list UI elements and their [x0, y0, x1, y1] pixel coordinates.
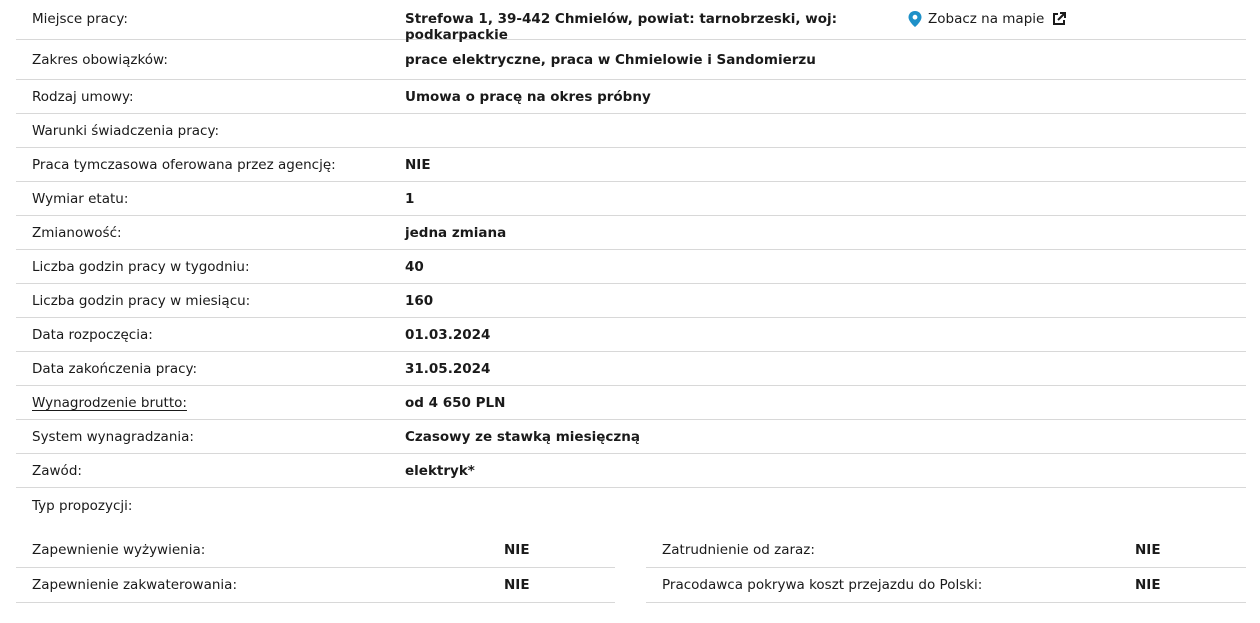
detail-label: Zmianowość:	[32, 224, 122, 241]
proposal-item	[16, 568, 615, 603]
proposal-value: NIE	[504, 577, 530, 593]
proposal-value: NIE	[504, 542, 530, 558]
detail-label: Praca tymczasowa oferowana przez agencję:	[32, 156, 336, 173]
detail-row-data-rozpoczecia	[16, 318, 1246, 352]
detail-label: Data zakończenia pracy:	[32, 360, 198, 377]
detail-value: 01.03.2024	[405, 326, 491, 343]
map-link[interactable]	[908, 11, 1066, 27]
detail-value-location: Strefowa 1, 39-442 Chmielów, powiat: tarnobrzeski, woj: podkarpackie	[405, 11, 837, 43]
job-details-table	[16, 0, 1246, 523]
detail-row-data-zakonczenia	[16, 352, 1246, 386]
detail-label: Miejsce pracy:	[32, 11, 128, 27]
external-link-icon	[1052, 12, 1066, 26]
detail-value: elektryk*	[405, 462, 475, 479]
proposal-label: Zapewnienie zakwaterowania:	[32, 577, 237, 593]
proposal-label: Zatrudnienie od zaraz:	[662, 542, 815, 558]
detail-value: 31.05.2024	[405, 360, 491, 377]
detail-label: Warunki świadczenia pracy:	[32, 122, 220, 139]
map-pin-icon	[908, 11, 922, 27]
detail-row-godziny-miesiac	[16, 284, 1246, 318]
proposal-label: Zapewnienie wyżywienia:	[32, 542, 206, 558]
proposal-label: Pracodawca pokrywa koszt przejazdu do Polski:	[662, 577, 983, 593]
proposal-value: NIE	[1135, 577, 1161, 593]
proposal-column-left	[16, 533, 615, 603]
detail-row-godziny-tydzien	[16, 250, 1246, 284]
detail-row-typ-propozycji	[16, 488, 1246, 523]
detail-value: 40	[405, 258, 424, 275]
detail-value: prace elektryczne, praca w Chmielowie i Sandomierzu	[405, 51, 816, 68]
detail-row-rodzaj-umowy	[16, 80, 1246, 114]
proposal-item	[16, 533, 615, 568]
map-link-label: Zobacz na mapie	[928, 11, 1045, 27]
detail-row-zakres-obowiazkow	[16, 40, 1246, 80]
salary-label-link[interactable]	[32, 395, 405, 411]
detail-row-zawod	[16, 454, 1246, 488]
detail-row-warunki	[16, 114, 1246, 148]
detail-row-system-wynagradzania	[16, 420, 1246, 454]
detail-label[interactable]: Wynagrodzenie brutto:	[32, 394, 187, 411]
proposal-item	[646, 568, 1246, 603]
detail-label: System wynagradzania:	[32, 428, 194, 445]
detail-value: Czasowy ze stawką miesięczną	[405, 428, 640, 445]
detail-row-praca-tymczasowa	[16, 148, 1246, 182]
proposal-item	[646, 533, 1246, 568]
detail-label: Zakres obowiązków:	[32, 51, 168, 68]
detail-value: Umowa o pracę na okres próbny	[405, 88, 651, 105]
detail-label: Liczba godzin pracy w tygodniu:	[32, 258, 250, 275]
detail-value: 160	[405, 292, 434, 309]
detail-label: Rodzaj umowy:	[32, 88, 134, 105]
detail-label: Data rozpoczęcia:	[32, 326, 153, 343]
detail-value: 1	[405, 190, 415, 207]
detail-label: Liczba godzin pracy w miesiącu:	[32, 292, 251, 309]
proposal-column-right	[646, 533, 1246, 603]
detail-row-wymiar-etatu	[16, 182, 1246, 216]
detail-row-zmianowosc	[16, 216, 1246, 250]
detail-value: NIE	[405, 156, 431, 173]
detail-label: Typ propozycji:	[32, 497, 133, 514]
detail-value: jedna zmiana	[405, 224, 507, 241]
proposal-type-grid	[16, 533, 1246, 603]
detail-label: Wymiar etatu:	[32, 190, 129, 207]
detail-label: Zawód:	[32, 462, 82, 479]
detail-value: od 4 650 PLN	[405, 394, 506, 411]
proposal-value: NIE	[1135, 542, 1161, 558]
detail-row-wynagrodzenie	[16, 386, 1246, 420]
detail-row-miejsce-pracy	[16, 0, 1246, 43]
